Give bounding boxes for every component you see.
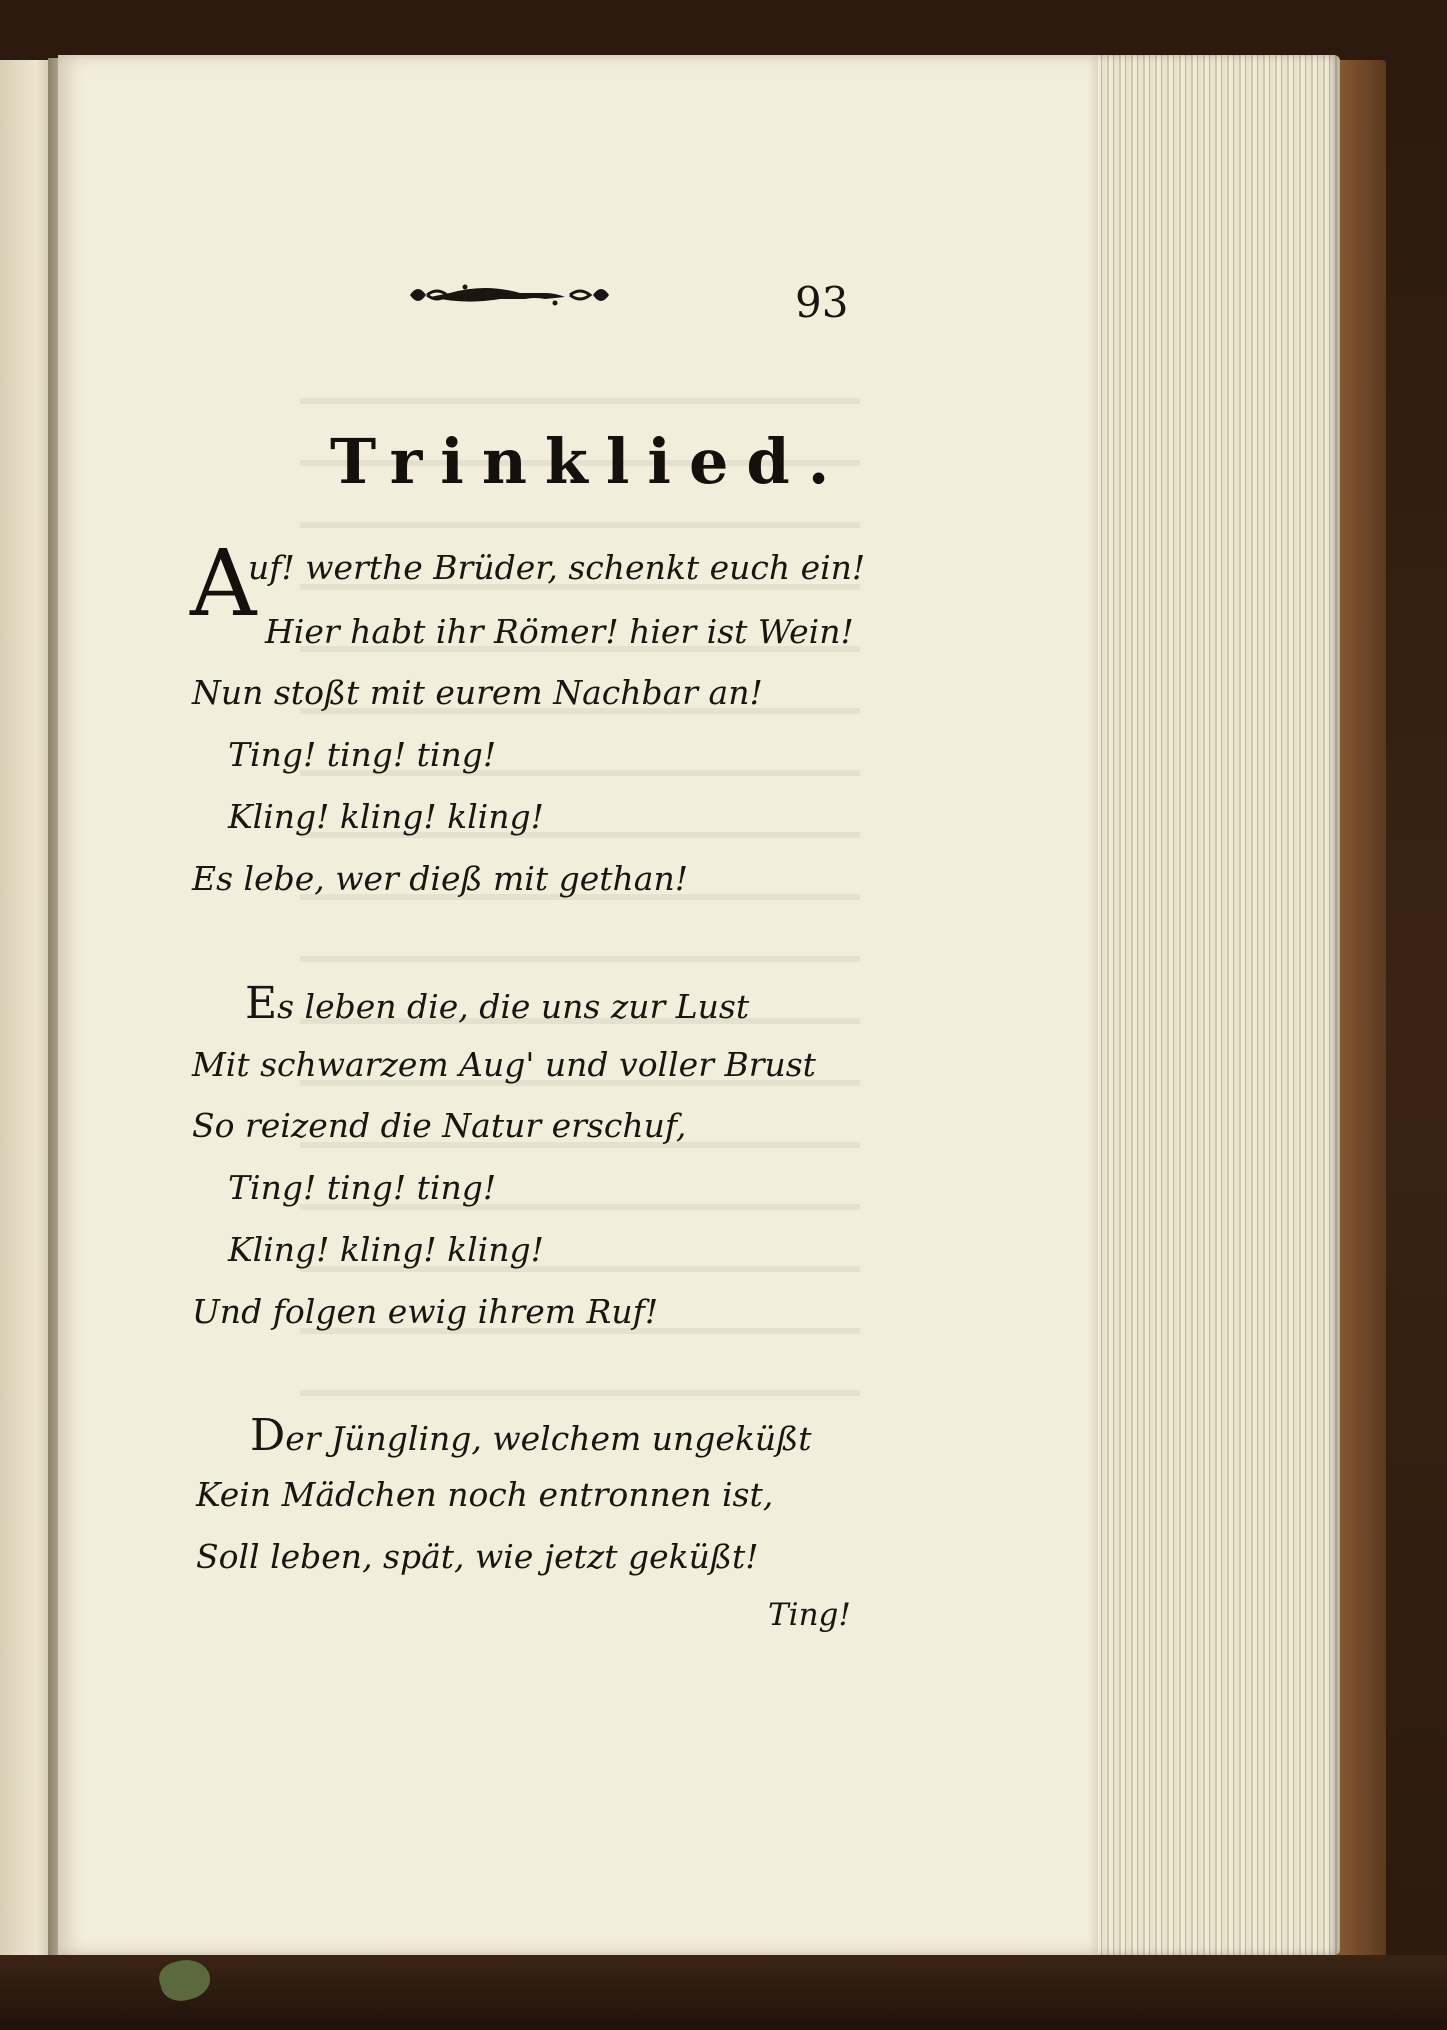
stanza1-line5: Kling! kling! kling! <box>228 797 544 836</box>
stanza1-line1: uf! werthe Brüder, schenkt euch ein! <box>248 548 866 587</box>
page-edges <box>1090 55 1340 1955</box>
stanza1-line3: Nun stoßt mit eurem Nachbar an! <box>192 673 763 712</box>
stanza2-line2: Mit schwarzem Aug' und voller Brust <box>192 1045 816 1084</box>
drop-cap: A <box>190 530 257 637</box>
left-facing-page <box>0 60 52 1960</box>
stanza1-line4: Ting! ting! ting! <box>228 735 497 774</box>
table-surface <box>0 1955 1447 2030</box>
stanza2-line5: Kling! kling! kling! <box>228 1230 544 1269</box>
catchword: Ting! <box>768 1597 851 1633</box>
stanza2-line1 <box>245 978 749 1029</box>
page-number: 93 <box>795 278 849 327</box>
stanza2-line6: Und folgen ewig ihrem Ruf! <box>192 1292 659 1331</box>
stanza1-line2: Hier habt ihr Römer! hier ist Wein! <box>265 612 854 651</box>
poem-title: Trinklied. <box>330 425 848 498</box>
stanza3-line1 <box>250 1410 812 1461</box>
stanza3-line2: Kein Mädchen noch entronnen ist, <box>196 1475 774 1514</box>
stanza3-line3: Soll leben, spät, wie jetzt geküßt! <box>196 1537 759 1576</box>
stanza2-initial: E <box>245 978 278 1029</box>
fleuron-ornament-icon <box>405 275 615 315</box>
stanza3-line1-rest: er Jüngling, welchem ungeküßt <box>285 1419 812 1458</box>
stanza3-initial: D <box>250 1410 286 1461</box>
stanza2-line3: So reizend die Natur erschuf, <box>192 1106 687 1145</box>
stanza2-line4: Ting! ting! ting! <box>228 1168 497 1207</box>
stanza2-line1-rest: s leben die, die uns zur Lust <box>277 987 750 1026</box>
stanza1-line6: Es lebe, wer dieß mit gethan! <box>192 859 688 898</box>
